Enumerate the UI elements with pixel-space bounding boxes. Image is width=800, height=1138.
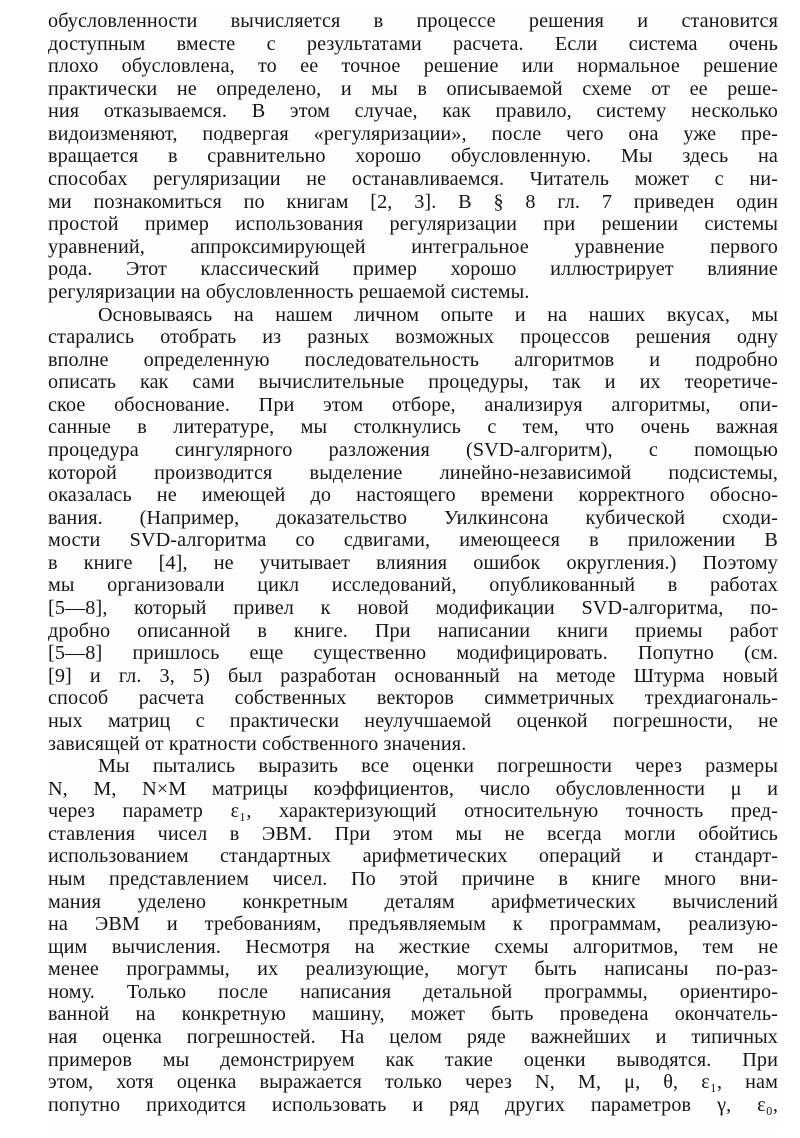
text-line: вращается в сравнительно хорошо обусловленную. Мы здесь на bbox=[48, 145, 778, 168]
text-line: дробно описанной в книге. При написании книги приемы работ bbox=[48, 619, 778, 642]
text-line: оказалась не имеющей до настоящего времени корректного обосно- bbox=[48, 484, 778, 507]
text-line: ми познакомиться по книгам [2, 3]. В § 8 гл. 7 приведен один bbox=[48, 190, 778, 213]
text-line: менее программы, их реализующие, могут быть написаны по-раз- bbox=[48, 958, 778, 981]
text-line: способ расчета собственных векторов симметричных трехдиагональ- bbox=[48, 687, 778, 710]
text-line: ных матриц с практически неулучшаемой оценкой погрешности, не bbox=[48, 709, 778, 732]
text-line: [9] и гл. 3, 5) был разработан основанный на методе Штурма новый bbox=[48, 664, 778, 687]
text-line: [5—8], который привел к новой модификации SVD-алгоритма, по- bbox=[48, 597, 778, 620]
text-line: старались отобрать из разных возможных процессов решения одну bbox=[48, 326, 778, 349]
text-line: этом, хотя оценка выражается только через N, M, μ, θ, ε₁, нам bbox=[48, 1071, 778, 1094]
text-line: простой пример использования регуляризации при решении системы bbox=[48, 213, 778, 236]
text-line: Основываясь на нашем личном опыте и на наших вкусах, мы bbox=[98, 303, 778, 326]
paragraph bbox=[48, 755, 778, 1116]
text-line: процедура сингулярного разложения (SVD-алгоритм), с помощью bbox=[48, 438, 778, 461]
text-line: N, M, N×M матрицы коэффициентов, число обусловленности μ и bbox=[48, 777, 778, 800]
text-line: в книге [4], не учитывает влияния ошибок округления.) Поэтому bbox=[48, 551, 778, 574]
text-line: щим вычисления. Несмотря на жесткие схемы алгоритмов, тем не bbox=[48, 935, 778, 958]
text-line: вания. (Например, доказательство Уилкинсона кубической сходи- bbox=[48, 506, 778, 529]
text-line: практически не определено, и мы в описываемой схеме от ее реше- bbox=[48, 77, 778, 100]
text-line: ная оценка погрешностей. На целом ряде важнейших и типичных bbox=[48, 1026, 778, 1049]
text-line: через параметр ε₁, характеризующий относительную точность пред- bbox=[48, 800, 778, 823]
text-line: видоизменяют, подвергая «регуляризации», после чего она уже пре- bbox=[48, 122, 778, 145]
text-line: которой производится выделение линейно-независимой подсистемы, bbox=[48, 461, 778, 484]
text-line: плохо обусловлена, то ее точное решение или нормальное решение bbox=[48, 55, 778, 78]
text-line: ское обоснование. При этом отборе, анализируя алгоритмы, опи- bbox=[48, 393, 778, 416]
text-line: регуляризации на обусловленность решаемой системы. bbox=[48, 280, 530, 303]
text-line: ным представлением чисел. По этой причине в книге много вни- bbox=[48, 867, 778, 890]
text-line: [5—8] пришлось еще существенно модифицировать. Попутно (см. bbox=[48, 642, 778, 665]
text-line: мы организовали цикл исследований, опубликованный в работах bbox=[48, 574, 778, 597]
text-line: обусловленности вычисляется в процессе решения и становится bbox=[48, 10, 778, 32]
text-line: ванной на конкретную машину, может быть проведена окончатель- bbox=[48, 1003, 778, 1026]
text-line: Мы пытались выразить все оценки погрешности через размеры bbox=[98, 755, 778, 778]
text-line: доступным вместе с результатами расчета. Если система очень bbox=[48, 32, 778, 55]
text-line: зависящей от кратности собственного значения. bbox=[48, 732, 467, 755]
paragraph bbox=[48, 10, 778, 304]
text-line: мости SVD-алгоритма со сдвигами, имеющееся в приложении В bbox=[48, 529, 778, 552]
text-line: попутно приходится использовать и ряд других параметров γ, ε₀, bbox=[48, 1093, 778, 1116]
text-line: ному. Только после написания детальной программы, ориентиро- bbox=[48, 980, 778, 1003]
text-line: рода. Этот классический пример хорошо иллюстрирует влияние bbox=[48, 258, 778, 281]
body-text bbox=[48, 10, 778, 1116]
text-line: уравнений, аппроксимирующей интегральное уравнение первого bbox=[48, 235, 778, 258]
text-line: описать как сами вычислительные процедуры, так и их теоретиче- bbox=[48, 371, 778, 394]
text-line: примеров мы демонстрируем как такие оценки выводятся. При bbox=[48, 1048, 778, 1071]
text-line: ставления чисел в ЭВМ. При этом мы не всегда могли обойтись bbox=[48, 822, 778, 845]
text-line: вполне определенную последовательность алгоритмов и подробно bbox=[48, 348, 778, 371]
text-line: использованием стандартных арифметических операций и стандарт- bbox=[48, 845, 778, 868]
text-line: ния отказываемся. В этом случае, как правило, систему несколько bbox=[48, 100, 778, 123]
text-line: на ЭВМ и требованиям, предъявляемым к программам, реализую- bbox=[48, 913, 778, 936]
paragraph bbox=[48, 304, 778, 756]
document-page bbox=[48, 10, 778, 1130]
text-line: санные в литературе, мы столкнулись с тем, что очень важная bbox=[48, 416, 778, 439]
text-line: способах регуляризации не останавливаемся. Читатель может с ни- bbox=[48, 168, 778, 191]
text-line: мания уделено конкретным деталям арифметических вычислений bbox=[48, 890, 778, 913]
